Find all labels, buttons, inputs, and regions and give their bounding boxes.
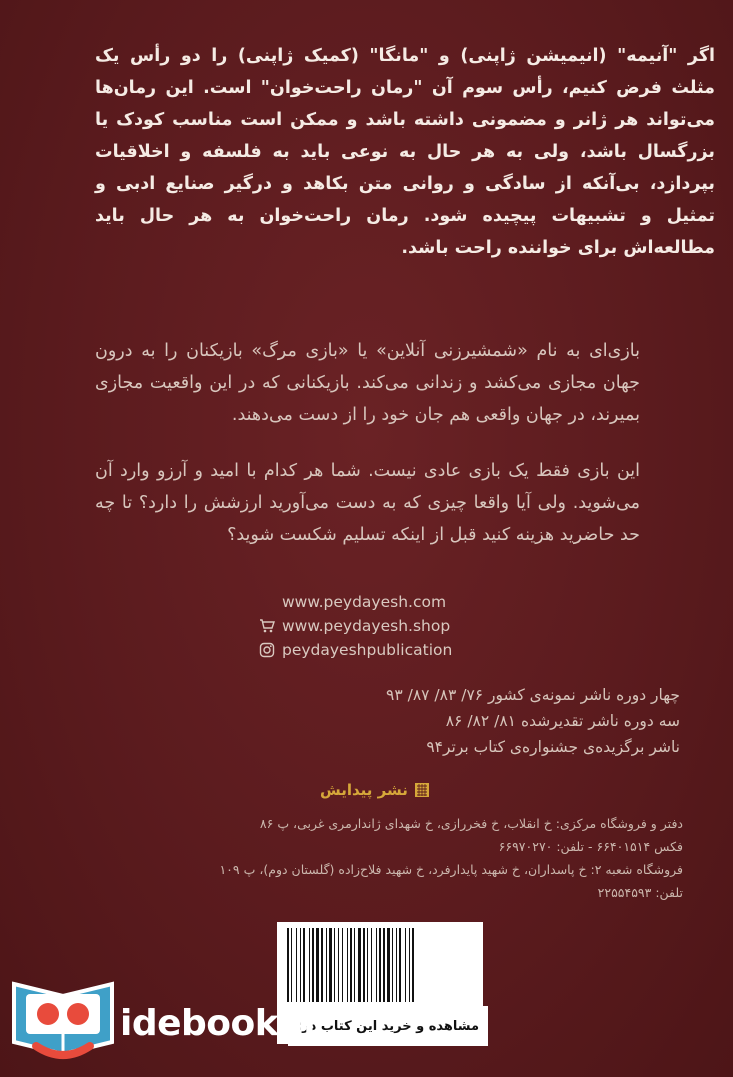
- barcode-bar: [405, 928, 406, 1002]
- barcode-bar: [342, 928, 343, 1002]
- publisher-honors: [180, 682, 680, 760]
- barcode-bar: [358, 928, 361, 1002]
- address-block: [135, 812, 683, 904]
- instagram-link[interactable]: peydayeshpublication: [282, 641, 453, 659]
- spacer: [258, 593, 276, 611]
- barcode-bar: [309, 928, 310, 1002]
- honor-line-3: ناشر برگزیده‌ی جشنواره‌ی کتاب برتر۹۴: [426, 738, 680, 756]
- barcode-bar: [412, 928, 414, 1002]
- barcode-bar: [399, 928, 401, 1002]
- branch-address: فروشگاه شعبه ۲: خ پاسداران، خ شهید پایدارفرد، خ شهید فلاح‌زاده (گلستان دوم)، پ ۱۰۹: [219, 862, 683, 877]
- barcode-bar: [396, 928, 397, 1002]
- barcode-bar: [296, 928, 297, 1002]
- barcode-bar: [321, 928, 323, 1002]
- watermark-site-name[interactable]: idebook.ir: [120, 1003, 321, 1044]
- branch-phone: تلفن: ۲۲۵۵۴۵۹۳: [597, 885, 683, 900]
- main-office-address: دفتر و فروشگاه مرکزی: خ انقلاب، خ فخررازی، خ شهدای ژاندارمری غربی، پ ۸۶: [259, 816, 683, 831]
- barcode-bar: [303, 928, 305, 1002]
- barcode-bar: [354, 928, 355, 1002]
- publisher-mark: [320, 776, 430, 804]
- shop-link-row[interactable]: [258, 614, 478, 638]
- barcode-bar: [316, 928, 319, 1002]
- publisher-links: [258, 590, 478, 662]
- barcode-bar: [350, 928, 352, 1002]
- honor-line-1: چهار دوره ناشر نمونه‌ی کشور ۷۶/ ۸۳/ ۸۷/ ۹۳: [386, 686, 680, 704]
- barcode-bar: [363, 928, 365, 1002]
- barcode-bar: [329, 928, 332, 1002]
- barcode-bar: [334, 928, 335, 1002]
- barcode-bar: [300, 928, 301, 1002]
- publisher-logo-icon: [414, 782, 430, 798]
- barcode-bar: [312, 928, 314, 1002]
- website-link[interactable]: www.peydayesh.com: [282, 593, 447, 611]
- barcode-bar: [287, 928, 289, 1002]
- barcode-bar: [379, 928, 381, 1002]
- barcode-bar: [338, 928, 339, 1002]
- barcode-bar: [347, 928, 348, 1002]
- main-office-contact: فکس ۶۶۴۰۱۵۱۴ - تلفن: ۶۶۹۷۰۲۷۰: [498, 839, 683, 854]
- barcode-bar: [376, 928, 377, 1002]
- barcode-bar: [409, 928, 410, 1002]
- barcode-bar: [326, 928, 327, 1002]
- blurb-paragraph-2: بازی‌ای به نام «شمشیرزنی آنلاین» یا «بازی مرگ» بازیکنان را به درون جهان مجازی می‌کشد و زندانی می‌کند. بازیکنانی که در این واقعیت مجازی بمیرند، در جهان واقعی هم جان خود را از دست می‌دهند.: [95, 341, 640, 425]
- website-link-row[interactable]: [258, 590, 478, 614]
- instagram-icon: [258, 641, 276, 659]
- blurb-paragraph-1: اگر "آنیمه" (انیمیشن ژاپنی) و "مانگا" (کمیک ژاپنی) را دو رأس یک مثلث فرض کنیم، رأس سوم آن "رمان راحت‌خوان" است. این رمان‌ها می‌تواند هر ژانر و مضمونی داشته باشد و ممکن است مناسب کودک یا بزرگسال باشد، ولی به هر حال به نوعی باید به فلسفه و اخلاقیات بپردازد، بی‌آنکه از سادگی و روانی متن بکاهد و درگیر صنایع ادبی و تمثیل و تشبیهات پیچیده شود. رمان راحت‌خوان به هر حال باید مطالعه‌اش برای خواننده راحت باشد.: [95, 46, 715, 258]
- shop-link[interactable]: www.peydayesh.shop: [282, 617, 451, 635]
- cart-icon: [258, 617, 276, 635]
- barcode-bar: [291, 928, 292, 1002]
- barcode-bar: [392, 928, 393, 1002]
- barcode-bar: [367, 928, 368, 1002]
- barcode-bar: [383, 928, 385, 1002]
- instagram-link-row[interactable]: [258, 638, 478, 662]
- barcode-bar: [387, 928, 390, 1002]
- blurb-paragraph-3: این بازی فقط یک بازی عادی نیست. شما هر کدام با امید و آرزو وارد آن می‌شوید. ولی آیا واقعا چیزی که به دست می‌آورید ارزشش را دارد؟ تا چه حد حاضرید هزینه کنید قبل از اینکه تسلیم شکست شوید؟: [95, 461, 640, 545]
- honor-line-2: سه دوره ناشر تقدیرشده ۸۱/ ۸۲/ ۸۶: [445, 712, 680, 730]
- publisher-name: نشر پیدایش: [320, 781, 408, 799]
- barcode-bar: [371, 928, 372, 1002]
- idebook-logo-icon[interactable]: [6, 964, 121, 1069]
- watermark-caption: مشاهده و خرید این کتاب در:: [296, 1018, 480, 1034]
